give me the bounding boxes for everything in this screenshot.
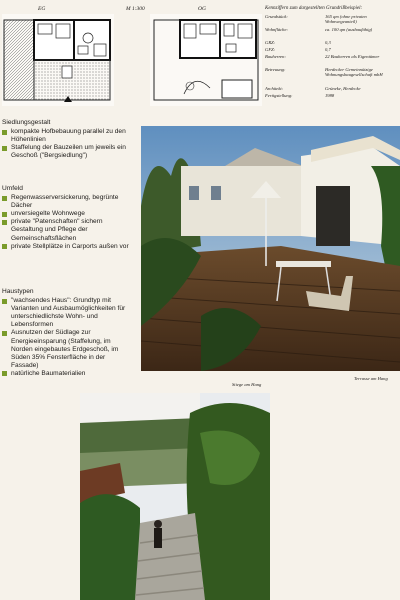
caption-terrace: Terrasse am Hang: [354, 376, 388, 381]
key-fact-row: [265, 93, 399, 99]
key-fact-label: Wohnfläche:: [265, 27, 289, 32]
bullet-item: Regenwasserversickerung, begrünte Dächer: [2, 194, 134, 210]
key-fact-value: 1988: [325, 93, 335, 98]
upper-floor-plan: [150, 14, 262, 106]
key-fact-value: 22 Bauherren als Eigentümer: [325, 54, 380, 59]
plan-scale-label: M 1:300: [126, 6, 145, 12]
section-heading: Haustypen: [2, 288, 34, 295]
stairs-photo: [80, 393, 270, 600]
key-fact-label: Architekt:: [265, 86, 284, 91]
section-umfeld: [2, 185, 134, 251]
key-fact-value: Grüneke, Herdecke: [325, 86, 361, 91]
key-fact-value: 165 qm (ohne privaten Wohnwegeanteil): [325, 14, 367, 25]
bullet-item: Ausnutzen der Südlage zur Energieeinsparung (Staffelung, im Norden eingebautes Erdgeschoß, im Süden 35% Fensterfläche in der Fassade): [2, 329, 134, 369]
ground-floor-plan-drawing: [2, 14, 114, 106]
key-fact-label: Fertigstellung:: [265, 93, 293, 98]
key-fact-row: [265, 54, 399, 65]
ground-floor-plan: [2, 14, 114, 106]
key-fact-label: GRZ:: [265, 40, 276, 45]
plan-label-og: OG: [198, 6, 206, 12]
terrace-photo-drawing: [141, 126, 400, 371]
section-heading: Siedlungsgestalt: [2, 119, 51, 126]
key-fact-value: 0,7: [325, 47, 331, 52]
upper-floor-plan-drawing: [150, 14, 262, 106]
key-fact-value: ca. 100 qm (ausbaufähig): [325, 27, 373, 32]
terrace-photo: [141, 126, 400, 371]
key-fact-value: Herdecker Gemeinnützige Wohnungsbaugesellschaft mbH: [325, 67, 383, 78]
key-fact-value: 0,3: [325, 40, 331, 45]
key-fact-row: [265, 14, 399, 25]
key-fact-label: GFZ:: [265, 47, 276, 52]
bullet-item: kompakte Hofbebauung parallel zu den Höhenlinien: [2, 128, 134, 144]
key-fact-row: [265, 27, 399, 38]
plan-label-eg: EG: [38, 6, 46, 12]
bullet-item: "wachsendes Haus": Grundtyp mit Varianten und Ausbaumöglichkeiten für unterschiedlichste Wohn- und Lebensformen: [2, 297, 134, 329]
key-fact-row: [265, 67, 399, 84]
section-haustypen: [2, 288, 134, 378]
key-facts-title: Kennziffern zum dargestellten Grundrißbeispiel:: [265, 6, 363, 11]
key-fact-label: Betreuung:: [265, 67, 286, 72]
bullet-item: Staffelung der Bauzeilen um jeweils ein Geschoß ("Bergsiedlung"): [2, 144, 134, 160]
section-heading: Umfeld: [2, 185, 23, 192]
bullet-item: natürliche Baumaterialien: [2, 370, 86, 378]
bullet-item: private "Patenschaften" sichern Gestaltung und Pflege der Gemeinschaftsflächen: [2, 218, 134, 242]
key-facts: [265, 6, 399, 114]
key-fact-label: Bauherren:: [265, 54, 287, 59]
bullet-item: private Stellplätze in Carports außen vor: [2, 243, 134, 251]
key-fact-row: [265, 40, 399, 46]
bullet-item: unversiegelte Wohnwege: [2, 210, 134, 218]
caption-stairs: Stiege am Hang: [232, 382, 262, 387]
key-fact-row: [265, 47, 399, 53]
section-siedlungsgestalt: [2, 119, 134, 160]
stairs-photo-drawing: [80, 393, 270, 600]
key-fact-label: Grundstück:: [265, 14, 288, 19]
key-fact-row: [265, 86, 399, 92]
